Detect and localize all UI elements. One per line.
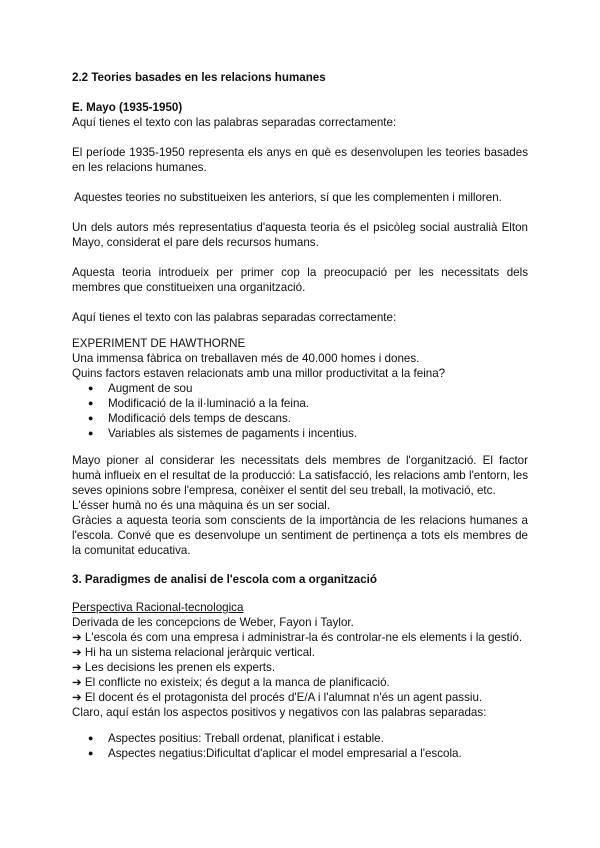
paragraph: Derivada de les concepcions de Weber, Fayon i Taylor. [72, 616, 354, 629]
bullet-list [72, 731, 528, 761]
arrow-item: ➔ El docent és el protagonista del procés d'E/A i l'alumnat n'és un agent passiu. [72, 691, 483, 704]
list-item: ● Modificació de la il·luminació a la feina. [72, 396, 528, 411]
arrow-item: ➔ El conflicte no existeix; és degut a la manca de planificació. [72, 676, 390, 689]
arrow-item: ➔ Les decisions les prenen els experts. [72, 661, 276, 674]
paragraph: L'ésser humà no és una màquina és un ser social. [72, 499, 331, 512]
paragraph: El període 1935-1950 representa els anys en què es desenvolupen les teories basades en les relacions humanes. [72, 146, 528, 174]
list-item: ● Aspectes negatius:Dificultat d'aplicar el model empresarial a l'escola. [72, 746, 528, 761]
paragraph: Mayo pioner al considerar les necessitats dels membres de l'organització. El factor humà influeix en el resultat de la producció: La satisfacció, les relacions amb l'entorn, les seves opinions sobre l'empresa, conèixer el sentit del seu treball, la motivació, etc. [72, 454, 528, 497]
list-item: ● Variables als sistemes de pagaments i incentius. [72, 426, 528, 441]
paragraph: Gràcies a aquesta teoria som conscients de la importància de les relacions humanes a l'escola. Convé que es desenvolupe un sentiment de pertinença a tots els membres de la comunitat educativa. [72, 514, 528, 557]
section-heading: 3. Paradigmes de analisi de l'escola com a organització [72, 573, 377, 586]
list-item: ● Aspectes positius: Treball ordenat, planificat i estable. [72, 731, 528, 746]
list-item: ● Modificació dels temps de descans. [72, 411, 528, 426]
paragraph: Quins factors estaven relacionats amb una millor productivitat a la feina? [72, 367, 446, 380]
bullet-list [72, 381, 528, 441]
paragraph: Una immensa fàbrica on treballaven més de 40.000 homes i dones. [72, 352, 420, 365]
paragraph: Un dels autors més representatius d'aquesta teoria és el psicòleg social australià Elton Mayo, considerat el pare dels recursos humans. [72, 221, 528, 249]
experiment-title: EXPERIMENT DE HAWTHORNE [72, 337, 246, 350]
arrow-item: ➔ L'escola és com una empresa i administrar-la és controlar-ne els elements i la gestió. [72, 631, 523, 644]
paragraph: Aquestes teories no substitueixen les anteriors, sí que les complementen i milloren. [74, 191, 502, 204]
subheading: E. Mayo (1935-1950) [72, 101, 183, 114]
note-text: Aquí tienes el texto con las palabras separadas correctamente: [72, 311, 397, 324]
arrow-item: ➔ Hi ha un sistema relacional jeràrquic vertical. [72, 646, 315, 659]
list-item: ● Augment de sou [72, 381, 528, 396]
note-text: Aquí tienes el texto con las palabras separadas correctamente: [72, 116, 397, 129]
note-text: Claro, aquí están los aspectos positivos y negativos con las palabras separadas: [72, 706, 487, 719]
section-heading: 2.2 Teories basades en les relacions humanes [72, 71, 326, 84]
perspective-title: Perspectiva Racional-tecnologica [72, 601, 244, 614]
paragraph: Aquesta teoria introdueix per primer cop la preocupació per les necessitats dels membres que constitueixen una organització. [72, 266, 528, 294]
